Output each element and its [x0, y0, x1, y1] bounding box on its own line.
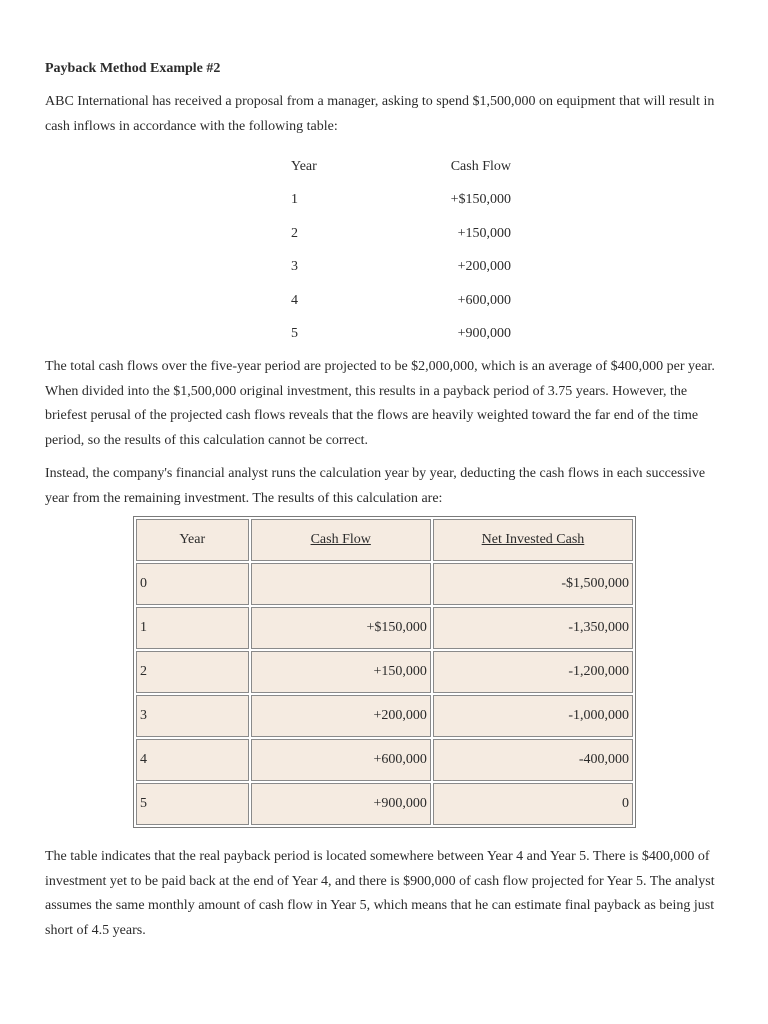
page-title: Payback Method Example #2 — [45, 61, 221, 76]
table-row — [291, 284, 511, 318]
analysis-paragraph: The total cash flows over the five-year period are projected to be $2,000,000, which is an average of $400,000 per year. When divided into the $1,500,000 original investment, this results in a payback period of 3.75 years. However, the briefest perusal of the projected cash flows reveals that the flows are heavily weighted toward the far end of the time period, so the results of this calculation cannot be correct. — [45, 359, 715, 448]
method-paragraph: Instead, the company's financial analyst runs the calculation year by year, deducting the cash flows in each successive year from the remaining investment. The results of this calculation are: — [45, 466, 706, 506]
net-invested-cash-cell: -1,350,000 — [433, 607, 633, 649]
net-table-header — [136, 519, 633, 561]
year-header: Year — [291, 158, 317, 174]
cash-flow-header: Cash Flow — [251, 519, 431, 561]
year-cell: 4 — [136, 739, 249, 781]
intro-paragraph: ABC International has received a proposal from a manager, asking to spend $1,500,000 on equipment that will result in cash inflows in accordance with the following table: — [45, 94, 715, 134]
net-invested-cash-cell: -400,000 — [433, 739, 633, 781]
cash-flow-cell: +$150,000 — [251, 607, 431, 649]
cash-flow-header: Cash Flow — [450, 158, 511, 174]
year-cell: 3 — [291, 259, 298, 275]
net-invested-cash-header: Net Invested Cash — [433, 519, 633, 561]
cash-flow-cell — [251, 563, 431, 605]
year-cell: 5 — [136, 783, 249, 825]
table-row — [136, 695, 633, 737]
cash-flow-cell: +200,000 — [251, 695, 431, 737]
year-cell: 2 — [291, 225, 298, 241]
table-row — [291, 318, 511, 352]
cash-flow-cell: +900,000 — [251, 783, 431, 825]
year-cell: 3 — [136, 695, 249, 737]
conclusion-paragraph: The table indicates that the real payback period is located somewhere between Year 4 and Year 5. There is $400,000 of investment yet to be paid back at the end of Year 4, and there is $900,000 of cash flow projected for Year 5. The analyst assumes the same monthly amount of cash flow in Year 5, which means that he can estimate final payback as being just short of 4.5 years. — [45, 849, 715, 938]
net-invested-cash-cell: -1,200,000 — [433, 651, 633, 693]
year-cell: 0 — [136, 563, 249, 605]
cash-flow-cell: +600,000 — [457, 292, 511, 308]
net-invested-cash-cell: 0 — [433, 783, 633, 825]
year-cell: 1 — [136, 607, 249, 649]
net-invested-cash-table — [133, 516, 636, 828]
year-header: Year — [136, 519, 249, 561]
cash-flow-table-header — [291, 150, 511, 184]
year-cell: 4 — [291, 292, 298, 308]
net-invested-cash-cell: -$1,500,000 — [433, 563, 633, 605]
table-row — [136, 783, 633, 825]
table-row — [136, 607, 633, 649]
cash-flow-cell: +150,000 — [251, 651, 431, 693]
cash-flow-cell: +200,000 — [457, 259, 511, 275]
table-row — [136, 739, 633, 781]
table-row — [291, 217, 511, 251]
table-row — [136, 563, 633, 605]
cash-flow-cell: +900,000 — [457, 326, 511, 342]
net-invested-cash-cell: -1,000,000 — [433, 695, 633, 737]
table-row — [136, 651, 633, 693]
year-cell: 1 — [291, 192, 298, 208]
cash-flow-table — [291, 150, 511, 351]
year-cell: 2 — [136, 651, 249, 693]
cash-flow-cell: +150,000 — [457, 225, 511, 241]
cash-flow-cell: +600,000 — [251, 739, 431, 781]
year-cell: 5 — [291, 326, 298, 342]
table-row — [291, 251, 511, 285]
table-row — [291, 184, 511, 218]
cash-flow-cell: +$150,000 — [450, 192, 511, 208]
